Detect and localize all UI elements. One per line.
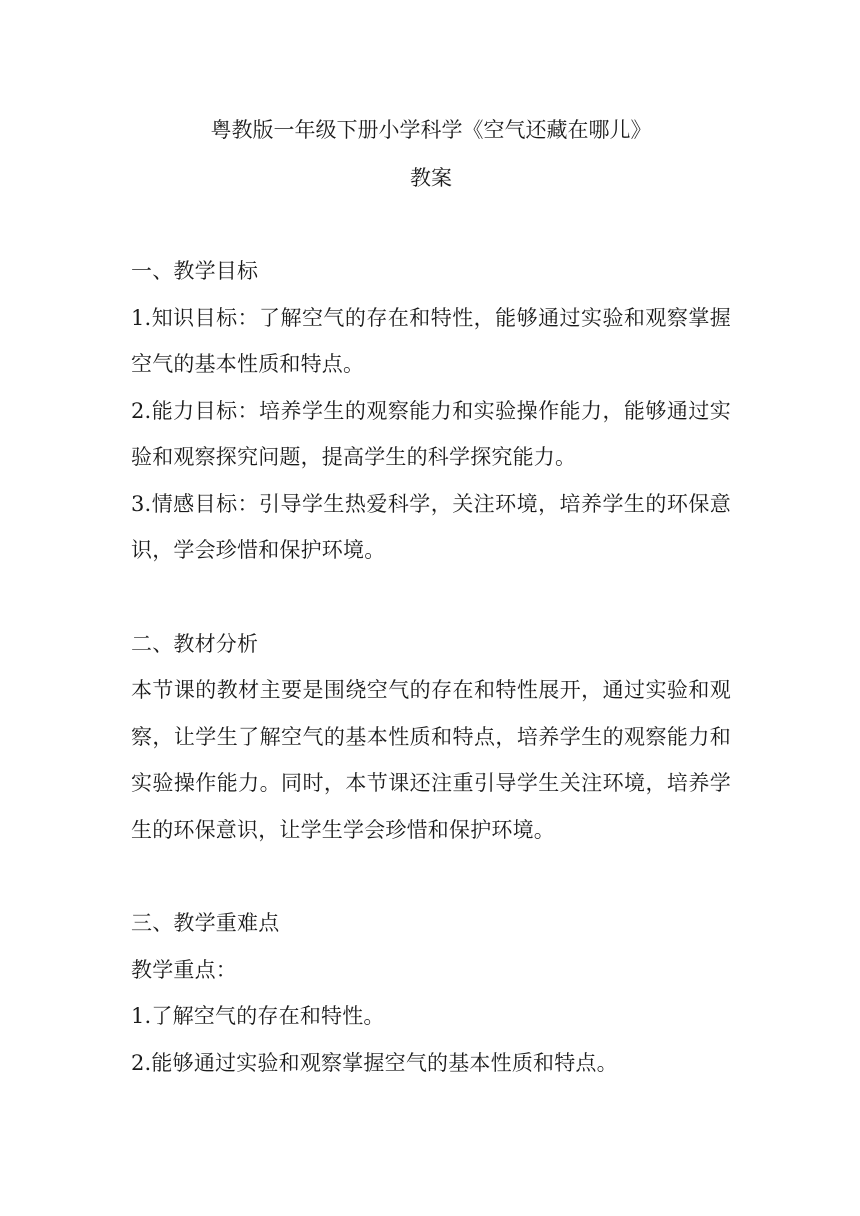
section-heading: 三、教学重难点	[131, 911, 280, 935]
section-heading: 一、教学目标	[131, 259, 259, 283]
spacer	[131, 202, 731, 248]
analysis-paragraph: 本节课的教材主要是围绕空气的存在和特性展开，通过实验和观察，让学生了解空气的基本性质和特点，培养学生的观察能力和实验操作能力。同时，本节课还注重引导学生关注环境，培养学生的环保意识，让学生学会珍惜和保护环境。	[131, 678, 731, 842]
title-line-2: 教案	[410, 166, 452, 190]
section-teaching-goals	[131, 248, 731, 574]
section-material-analysis	[131, 621, 731, 854]
document-title	[131, 106, 731, 202]
goal-item: 2.能力目标：培养学生的观察能力和实验操作能力，能够通过实验和观察探究问题，提高学生的科学探究能力。	[131, 398, 731, 469]
goal-item: 3.情感目标：引导学生热爱科学，关注环境，培养学生的环保意识，学会珍惜和保护环境。	[131, 491, 731, 562]
key-point-item: 2.能够通过实验和观察掌握空气的基本性质和特点。	[131, 1050, 618, 1075]
section-key-points	[131, 900, 731, 1086]
document-page	[131, 106, 731, 1086]
title-line-1: 粤教版一年级下册小学科学《空气还藏在哪儿》	[210, 118, 652, 142]
key-point-item: 1.了解空气的存在和特性。	[131, 1004, 385, 1028]
spacer	[131, 853, 731, 900]
key-points-subheading: 教学重点：	[131, 957, 237, 982]
section-heading: 二、教材分析	[131, 631, 259, 656]
goal-item: 1.知识目标：了解空气的存在和特性，能够通过实验和观察掌握空气的基本性质和特点。	[131, 305, 731, 376]
spacer	[131, 574, 731, 621]
